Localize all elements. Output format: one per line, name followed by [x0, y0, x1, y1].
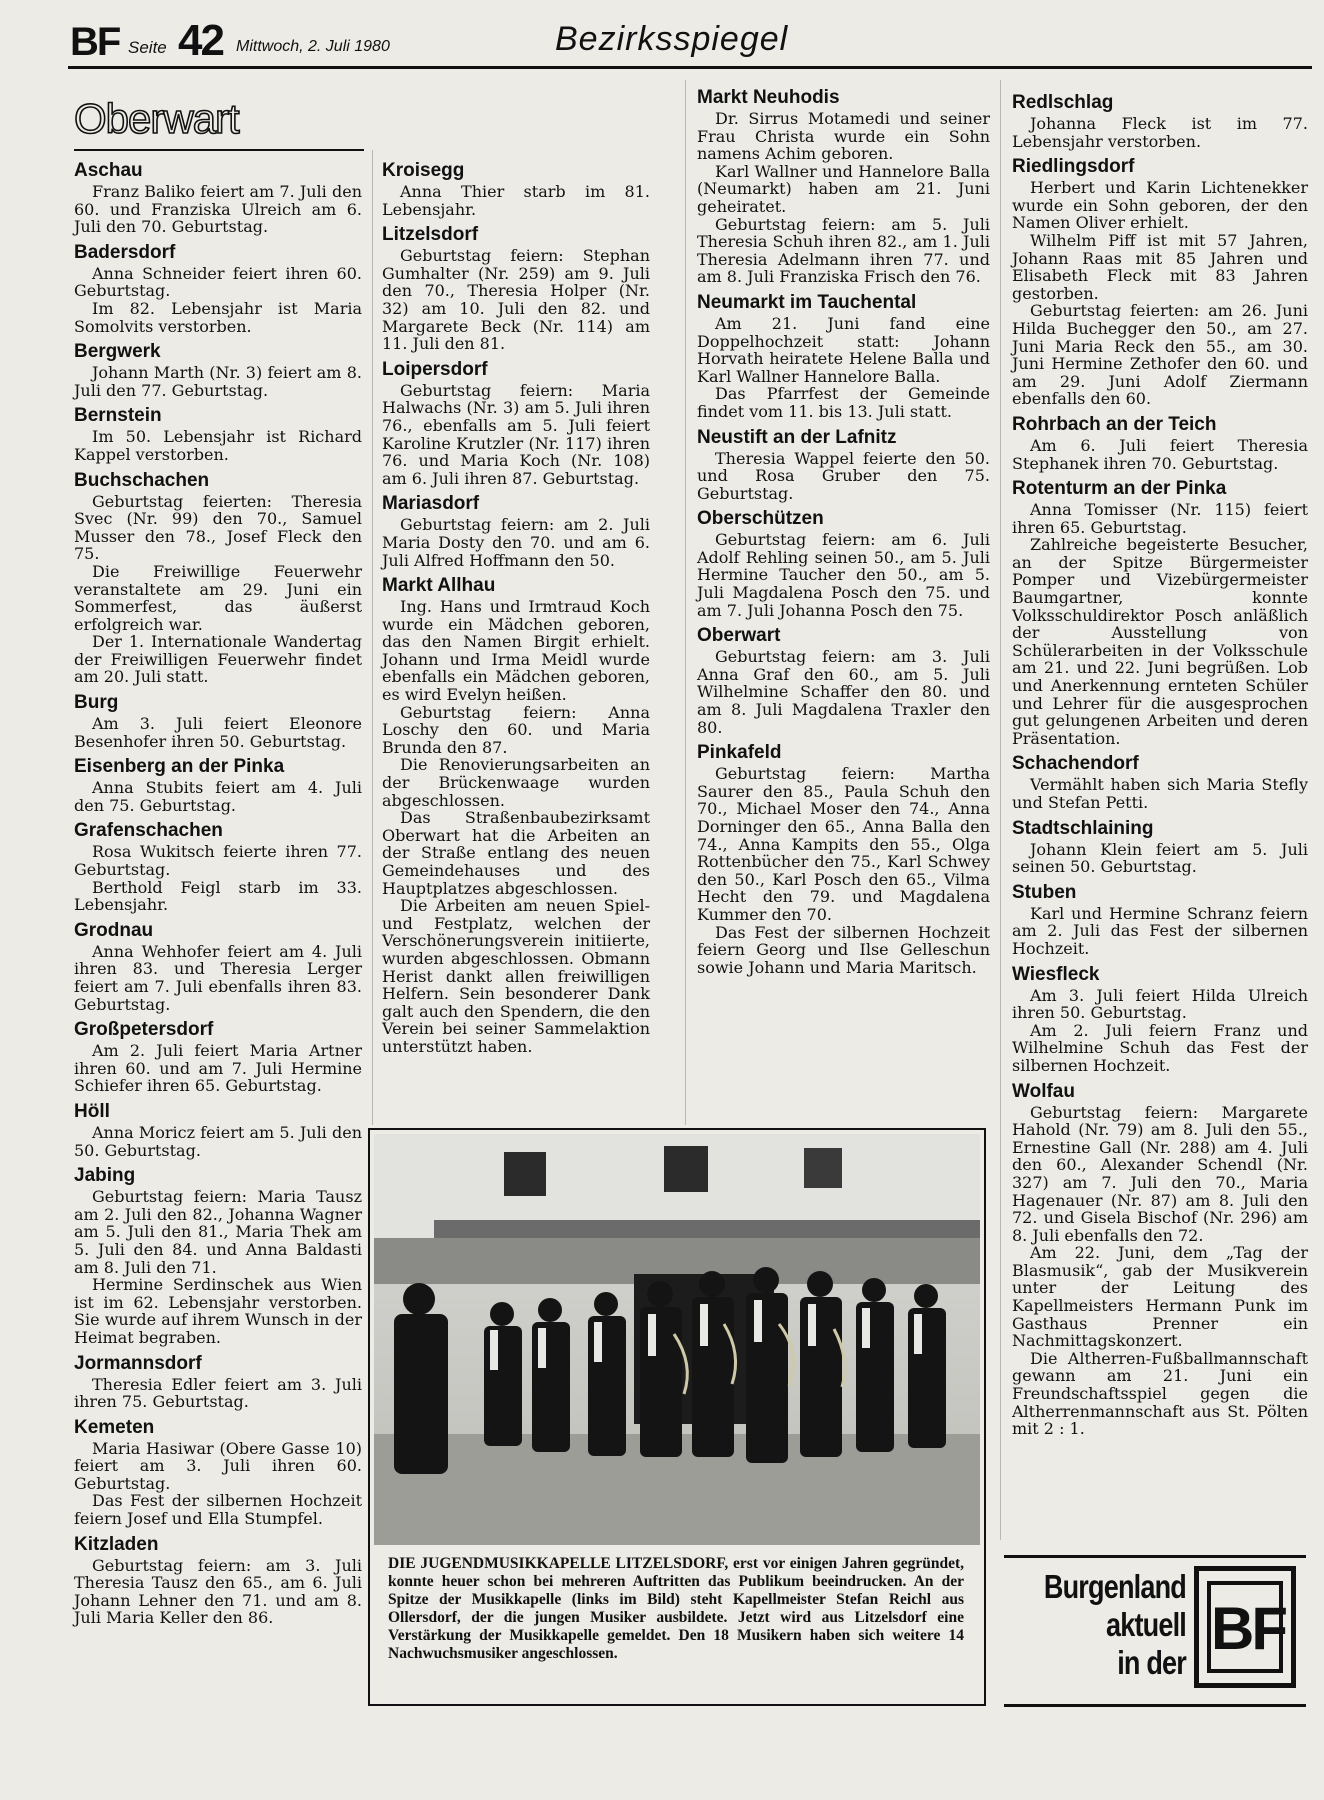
ad-text: [1038, 1568, 1186, 1682]
ad-logo-text: BF: [1207, 1581, 1283, 1673]
place-heading: Eisenberg an der Pinka: [74, 756, 285, 778]
place-heading: Stuben: [1012, 881, 1077, 903]
region-title: Oberwart: [74, 95, 239, 142]
news-paragraph: Franz Baliko feiert am 7. Juli den 60. und Franziska Ulreich am 6. Juli den 70. Geburtstag.: [74, 182, 362, 237]
news-paragraph: Herbert und Karin Lichtenekker wurde ein Sohn geboren, der den Namen Oliver erhielt.: [1012, 178, 1308, 233]
place-heading: Neustift an der Lafnitz: [697, 426, 897, 448]
place-heading: Bernstein: [74, 405, 162, 427]
column-divider: [1000, 80, 1001, 1540]
news-paragraph: Geburtstag feiern: Maria Tausz am 2. Juli den 82., Johanna Wagner am 5. Juli den 81., Maria Thek am 5. Juli den 84. und Anna Baldasti am 8. Juli den 71.: [74, 1187, 362, 1277]
news-paragraph: Ing. Hans und Irmtraud Koch wurde ein Mädchen geboren, das den Namen Birgit erhielt. Johann und Irma Meidl wurde ebenfalls ein Mädchen geboren, es wird Evelyn heißen.: [382, 597, 650, 705]
news-paragraph: Karl und Hermine Schranz feiern am 2. Juli das Fest der silbernen Hochzeit.: [1012, 903, 1308, 958]
news-paragraph: Anna Thier starb im 81. Lebensjahr.: [382, 182, 650, 219]
news-paragraph: Das Fest der silbernen Hochzeit feiern Georg und Ilse Gelleschun sowie Johann und Maria Maritsch.: [697, 922, 990, 977]
place-heading: Markt Neuhodis: [697, 87, 840, 108]
news-paragraph: Geburtstag feiern: Margarete Hahold (Nr. 79) am 8. Juli den 55., Ernestine Gall (Nr. 288) am 4. Juli den 60., Alexander Schendl (Nr. 327) am 7. Juli den 70., Maria Hagenauer (Nr. 87) am 8. Juli den 72. und Gisela Bischof (Nr. 296) am 8. Juli ebenfalls den 72.: [1012, 1102, 1308, 1245]
news-paragraph: Anna Tomisser (Nr. 115) feiert ihren 65. Geburtstag.: [1012, 500, 1308, 537]
news-paragraph: Geburtstag feiern: am 6. Juli Adolf Rehling seinen 50., am 5. Juli Hermine Taucher den 50., am 5. Juli Magdalena Posch den 75. und am 7. Juli Johanna Posch den 75.: [697, 530, 990, 620]
place-heading: Oberschützen: [697, 508, 824, 530]
news-paragraph: Berthold Feigl starb im 33. Lebensjahr.: [74, 877, 362, 915]
place-heading: Loipersdorf: [382, 358, 488, 380]
news-paragraph: Wilhelm Piff ist mit 57 Jahren, Johann Raas mit 85 Jahren und Elisabeth Fleck mit 83 Jahren gestorben.: [1012, 230, 1308, 303]
news-paragraph: Geburtstag feierten: am 26. Juni Hilda Buchegger den 50., am 27. Juni Maria Reck den 55., am 30. Juni Hermine Zethofer den 60. und am 29. Juni Adolf Ziermann ebenfalls den 60.: [1012, 301, 1308, 409]
news-paragraph: Rosa Wukitsch feierte ihren 77. Geburtstag.: [74, 842, 362, 880]
news-paragraph: Johann Marth (Nr. 3) feiert am 8. Juli den 77. Geburtstag.: [74, 363, 362, 400]
news-paragraph: Zahlreiche begeisterte Besucher, an der Spitze Bürgermeister Pomper und Vizebürgermeister Baumgartner, konnte Volksschuldirektor Posch anläßlich der Ausstellung von Schülerarbeiten in der Volksschule am 21. und 22. Juni begrüßen. Lob und Anerkennung ernteten Schüler und Lehrer für die ausgesprochen gut gelungenen Arbeiten und deren Präsentation.: [1012, 535, 1308, 748]
news-paragraph: Am 2. Juli feiern Franz und Wilhelmine Schuh das Fest der silbernen Hochzeit.: [1012, 1020, 1308, 1075]
news-paragraph: Theresia Edler feiert am 3. Juli ihren 75. Geburtstag.: [74, 1374, 362, 1412]
column-divider: [685, 80, 686, 1125]
news-paragraph: Johann Klein feiert am 5. Juli seinen 50. Geburtstag.: [1012, 839, 1308, 877]
place-heading: Kroisegg: [382, 160, 465, 181]
place-heading: Grodnau: [74, 919, 154, 941]
news-paragraph: Das Fest der silbernen Hochzeit feiern Josef und Ella Stumpfel.: [74, 1491, 362, 1529]
masthead-logo: BF: [70, 20, 120, 64]
news-paragraph: Am 3. Juli feiert Eleonore Besenhofer ihren 50. Geburtstag.: [74, 714, 362, 751]
news-paragraph: Hermine Serdinschek aus Wien ist im 62. Lebensjahr verstorben. Sie wurde auf ihrem Wunsch in der Heimat begraben.: [74, 1275, 362, 1347]
place-heading: Neumarkt im Tauchental: [697, 291, 917, 313]
news-paragraph: Das Straßenbaubezirksamt Oberwart hat die Arbeiten an der Straße entlang des neuen Gemeindehauses und des Hauptplatzes abgeschlossen.: [382, 808, 650, 898]
masthead-rule: [68, 66, 1312, 69]
page-label: Seite: [128, 38, 167, 57]
band-photo: [374, 1134, 980, 1545]
news-paragraph: Die Renovierungsarbeiten an der Brückenwaage wurden abgeschlossen.: [382, 755, 650, 810]
place-heading: Jormannsdorf: [74, 1352, 202, 1374]
ad-logo: [1194, 1566, 1296, 1688]
place-heading: Stadtschlaining: [1012, 817, 1154, 839]
photo-caption: DIE JUGENDMUSIKKAPELLE LITZELSDORF, erst vor einigen Jahren gegründet, konnte heuer schon bei mehreren Auftritten das Publikum beeindrucken. An der Spitze der Musikkapelle (links im Bild) steht Kapellmeister Stefan Reichl aus Ollersdorf, der die jungen Musiker ausbildete. Jetzt wird aus Litzelsdorf eine Verstärkung der Musikkapelle gemeldet. Den 18 Musikern haben sich weitere 14 Nachwuchsmusiker angeschlossen.: [388, 1555, 964, 1662]
news-paragraph: Geburtstag feiern: am 2. Juli Maria Dosty den 70. und am 6. Juli Alfred Hoffmann den 50.: [382, 515, 650, 570]
news-paragraph: Geburtstag feiern: am 3. Juli Theresia Tausz den 65., am 6. Juli Johann Lehner den 71. und am 8. Juli Maria Keller den 86.: [74, 1555, 362, 1628]
news-paragraph: Johanna Fleck ist im 77. Lebensjahr verstorben.: [1012, 114, 1308, 151]
place-heading: Großpetersdorf: [74, 1019, 214, 1041]
ad-line-2: aktuell: [1106, 1606, 1186, 1643]
news-paragraph: Am 3. Juli feiert Hilda Ulreich ihren 50. Geburtstag.: [1012, 985, 1308, 1023]
place-heading: Riedlingsdorf: [1012, 156, 1135, 178]
news-paragraph: Dr. Sirrus Motamedi und seiner Frau Christa wurde ein Sohn namens Achim geboren.: [697, 109, 990, 164]
news-column-2: [382, 160, 650, 1056]
place-heading: Bergwerk: [74, 341, 161, 363]
advertisement: [1004, 1555, 1306, 1707]
news-paragraph: Geburtstag feiern: Maria Halwachs (Nr. 3) am 5. Juli ihren 76., ebenfalls am 5. Juli feiert Karoline Krutzler (Nr. 117) ihren 76. und Maria Koch (Nr. 108) am 6. Juli ihren 87. Geburtstag.: [382, 380, 650, 488]
section-title: Bezirksspiegel: [555, 20, 789, 58]
column-divider: [372, 150, 373, 1125]
news-paragraph: Karl Wallner und Hannelore Balla (Neumarkt) haben am 21. Juni geheiratet.: [697, 161, 990, 216]
ad-line-1: Burgenland: [1043, 1568, 1186, 1605]
place-heading: Höll: [74, 1100, 110, 1122]
place-heading: Kitzladen: [74, 1533, 159, 1555]
photo-box: [368, 1128, 986, 1706]
place-heading: Aschau: [74, 160, 143, 181]
place-heading: Buchschachen: [74, 469, 210, 491]
place-heading: Rohrbach an der Teich: [1012, 413, 1217, 435]
news-column-1: [74, 160, 362, 1627]
place-heading: Jabing: [74, 1165, 136, 1187]
news-paragraph: Anna Stubits feiert am 4. Juli den 75. Geburtstag.: [74, 778, 362, 815]
place-heading: Oberwart: [697, 625, 781, 647]
place-heading: Mariasdorf: [382, 493, 480, 515]
news-paragraph: Die Freiwillige Feuerwehr veranstaltete am 29. Juni ein Sommerfest, das äußerst erfolgreich war.: [74, 561, 362, 634]
news-paragraph: Anna Wehhofer feiert am 4. Juli ihren 83. und Theresia Lerger feiert am 7. Juli ebenfalls ihren 83. Geburtstag.: [74, 941, 362, 1014]
page-number: 42: [178, 16, 223, 65]
news-paragraph: Im 50. Lebensjahr ist Richard Kappel verstorben.: [74, 427, 362, 464]
news-paragraph: Geburtstag feiern: am 5. Juli Theresia Schuh ihren 82., am 1. Juli Theresia Adelmann ihren 77. und am 8. Juli Franziska Frisch den 76.: [697, 214, 990, 287]
place-heading: Badersdorf: [74, 241, 176, 263]
news-paragraph: Am 6. Juli feiert Theresia Stephanek ihren 70. Geburtstag.: [1012, 435, 1308, 473]
news-paragraph: Geburtstag feiern: Stephan Gumhalter (Nr. 259) am 9. Juli den 70., Theresia Holper (Nr. 32) am 10. Juli den 82. und Margarete Beck (Nr. 114) am 11. Juli den 81.: [382, 246, 650, 354]
issue-date: Mittwoch, 2. Juli 1980: [236, 38, 390, 55]
place-heading: Burg: [74, 692, 119, 714]
news-paragraph: Die Altherren-Fußballmannschaft gewann am 21. Juni ein Freundschaftsspiel gegen die Altherrenmannschaft aus St. Pölten mit 2 : 1.: [1012, 1348, 1308, 1439]
region-title-rule: [74, 149, 364, 151]
place-heading: Rotenturm an der Pinka: [1012, 478, 1227, 500]
news-paragraph: Maria Hasiwar (Obere Gasse 10) feiert am 3. Juli ihren 60. Geburtstag.: [74, 1438, 362, 1493]
news-paragraph: Am 2. Juli feiert Maria Artner ihren 60. und am 7. Juli Hermine Schiefer ihren 65. Geburtstag.: [74, 1041, 362, 1096]
news-paragraph: Die Arbeiten am neuen Spiel- und Festplatz, welchen der Verschönerungsverein initiierte, wurden abgeschlossen. Obmann Herist dankt allen freiwilligen Helfern. Sein besonderer Dank galt auch den Spendern, die den Verein bei seiner Sammelaktion unterstützt haben.: [382, 896, 650, 1056]
masthead: [70, 18, 1310, 68]
news-paragraph: Anna Moricz feiert am 5. Juli den 50. Geburtstag.: [74, 1122, 362, 1160]
news-paragraph: Im 82. Lebensjahr ist Maria Somolvits verstorben.: [74, 298, 362, 336]
news-paragraph: Der 1. Internationale Wandertag der Freiwilligen Feuerwehr findet am 20. Juli statt.: [74, 632, 362, 687]
ad-line-3: in der: [1117, 1644, 1186, 1681]
news-paragraph: Geburtstag feiern: Martha Saurer den 85., Paula Schuh den 70., Michael Moser den 74., Anna Dorninger den 65., Anna Balla den 74., Anna Kampits den 55., Olga Rottenbücher den 75., Karl Schwey den 50., Karl Posch den 65., Vilma Hecht den 79. und Magdalena Kummer den 70.: [697, 764, 990, 924]
news-paragraph: Geburtstag feiern: Anna Loschy den 60. und Maria Brunda den 87.: [382, 702, 650, 757]
news-paragraph: Am 22. Juni, dem „Tag der Blasmusik“, gab der Musikverein unter der Leitung des Kapellmeisters Hermann Punk im Gasthaus Prenner ein Nachmittagskonzert.: [1012, 1243, 1308, 1351]
news-paragraph: Am 21. Juni fand eine Doppelhochzeit statt: Johann Horvath heiratete Helene Balla und Karl Wallner Hannelore Balla.: [697, 313, 990, 386]
place-heading: Markt Allhau: [382, 575, 496, 597]
news-paragraph: Das Pfarrfest der Gemeinde findet vom 11. bis 13. Juli statt.: [697, 384, 990, 421]
place-heading: Wolfau: [1012, 1080, 1075, 1102]
place-heading: Schachendorf: [1012, 753, 1139, 775]
place-heading: Wiesfleck: [1012, 963, 1100, 985]
place-heading: Litzelsdorf: [382, 224, 479, 246]
news-paragraph: Vermählt haben sich Maria Stefly und Stefan Petti.: [1012, 775, 1308, 812]
news-column-3: [697, 87, 990, 976]
place-heading: Redlschlag: [1012, 92, 1114, 113]
news-paragraph: Geburtstag feiern: am 3. Juli Anna Graf den 60., am 5. Juli Wilhelmine Schaffer den 80. und am 8. Juli Magdalena Traxler den 80.: [697, 647, 990, 737]
news-paragraph: Geburtstag feierten: Theresia Svec (Nr. 99) den 70., Samuel Musser den 78., Josef Fleck den 75.: [74, 491, 362, 564]
place-heading: Pinkafeld: [697, 742, 782, 764]
news-paragraph: Anna Schneider feiert ihren 60. Geburtstag.: [74, 263, 362, 301]
place-heading: Grafenschachen: [74, 820, 223, 842]
news-column-4: [1012, 92, 1308, 1438]
place-heading: Kemeten: [74, 1416, 155, 1438]
news-paragraph: Theresia Wappel feierte den 50. und Rosa Gruber den 75. Geburtstag.: [697, 448, 990, 503]
